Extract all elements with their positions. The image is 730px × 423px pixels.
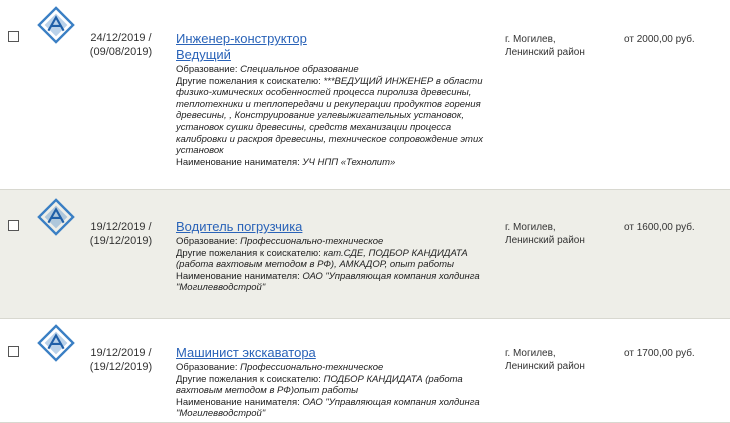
employer-label: Наименование нанимателя: xyxy=(176,270,300,282)
vacancy-details xyxy=(176,236,494,294)
date-published: 19/12/2019 / xyxy=(90,221,152,233)
location-district: Ленинский район xyxy=(505,47,585,58)
education-value: Профессионально-техническое xyxy=(240,362,384,373)
wishes-value: ***ВЕДУЩИЙ ИНЖЕНЕР в области физико-химических особенностей процесса пиролиза древесины, теплотехники и теплопередачи и рекуперации продуктов горения древесины, , Конструирование углевыжигательных установок, установок сушки древесины, средств механизации процесса калибровки и раскроя древесины, техническое сопровождение этих установок xyxy=(176,75,484,157)
location-district: Ленинский район xyxy=(505,361,585,372)
wishes-label: Другие пожелания к соискателю: xyxy=(176,75,321,87)
wishes-value: ПОДБОР КАНДИДАТА (работа вахтовым методом в РФ)опыт работы xyxy=(176,373,463,397)
date-original: (09/08/2019) xyxy=(89,46,153,58)
vacancy-select-checkbox[interactable] xyxy=(8,220,19,231)
employment-service-logo-icon xyxy=(37,324,75,362)
vacancy-title-link[interactable]: Водитель погрузчика xyxy=(176,219,303,234)
vacancy-row xyxy=(0,190,730,319)
vacancy-details xyxy=(176,362,494,420)
employment-service-logo-icon xyxy=(37,198,75,236)
location-district: Ленинский район xyxy=(505,235,585,246)
date-published: 24/12/2019 / xyxy=(90,32,152,44)
location-city: г. Могилев, xyxy=(505,222,556,233)
education-value: Специальное образование xyxy=(240,64,359,75)
employer-label: Наименование нанимателя: xyxy=(176,156,300,168)
date-published: 19/12/2019 / xyxy=(90,347,152,359)
vacancy-select-checkbox[interactable] xyxy=(8,346,19,357)
employer-value: ОАО "Управляющая компания холдинга "Могилевводстрой" xyxy=(176,270,480,294)
location-city: г. Могилев, xyxy=(505,348,556,359)
education-label: Образование: xyxy=(176,362,238,373)
employer-value: УЧ НПП «Технолит» xyxy=(302,156,396,168)
employer-label: Наименование нанимателя: xyxy=(176,396,300,408)
vacancy-dates xyxy=(89,346,153,374)
wishes-label: Другие пожелания к соискателю: xyxy=(176,373,321,385)
education-label: Образование: xyxy=(176,64,238,75)
vacancy-salary: от 1600,00 руб. xyxy=(624,222,695,233)
education-value: Профессионально-техническое xyxy=(240,236,384,247)
vacancy-subtitle[interactable]: Ведущий xyxy=(176,47,231,62)
vacancy-details xyxy=(176,64,494,168)
education-label: Образование: xyxy=(176,236,238,247)
vacancy-title-link[interactable]: Машинист экскаватора xyxy=(176,345,316,360)
vacancy-dates xyxy=(89,220,153,248)
vacancy-location xyxy=(505,221,605,247)
vacancy-salary: от 2000,00 руб. xyxy=(624,34,695,45)
vacancy-row xyxy=(0,0,730,190)
vacancy-title-link[interactable]: Инженер-конструктор xyxy=(176,31,307,46)
vacancy-location xyxy=(505,33,605,59)
vacancy-select-checkbox[interactable] xyxy=(8,31,19,42)
employment-service-logo-icon xyxy=(37,6,75,44)
wishes-label: Другие пожелания к соискателю: xyxy=(176,247,321,259)
employer-value: ОАО "Управляющая компания холдинга "Могилевводстрой" xyxy=(176,396,480,420)
date-original: (19/12/2019) xyxy=(89,235,153,247)
wishes-value: кат.СДЕ, ПОДБОР КАНДИДАТА (работа вахтовым методом в РФ), АМКАДОР, опыт работы xyxy=(176,247,468,271)
location-city: г. Могилев, xyxy=(505,34,556,45)
vacancy-location xyxy=(505,347,605,373)
vacancy-row xyxy=(0,319,730,423)
date-original: (19/12/2019) xyxy=(89,361,153,373)
vacancy-salary: от 1700,00 руб. xyxy=(624,348,695,359)
vacancy-dates xyxy=(89,31,153,59)
